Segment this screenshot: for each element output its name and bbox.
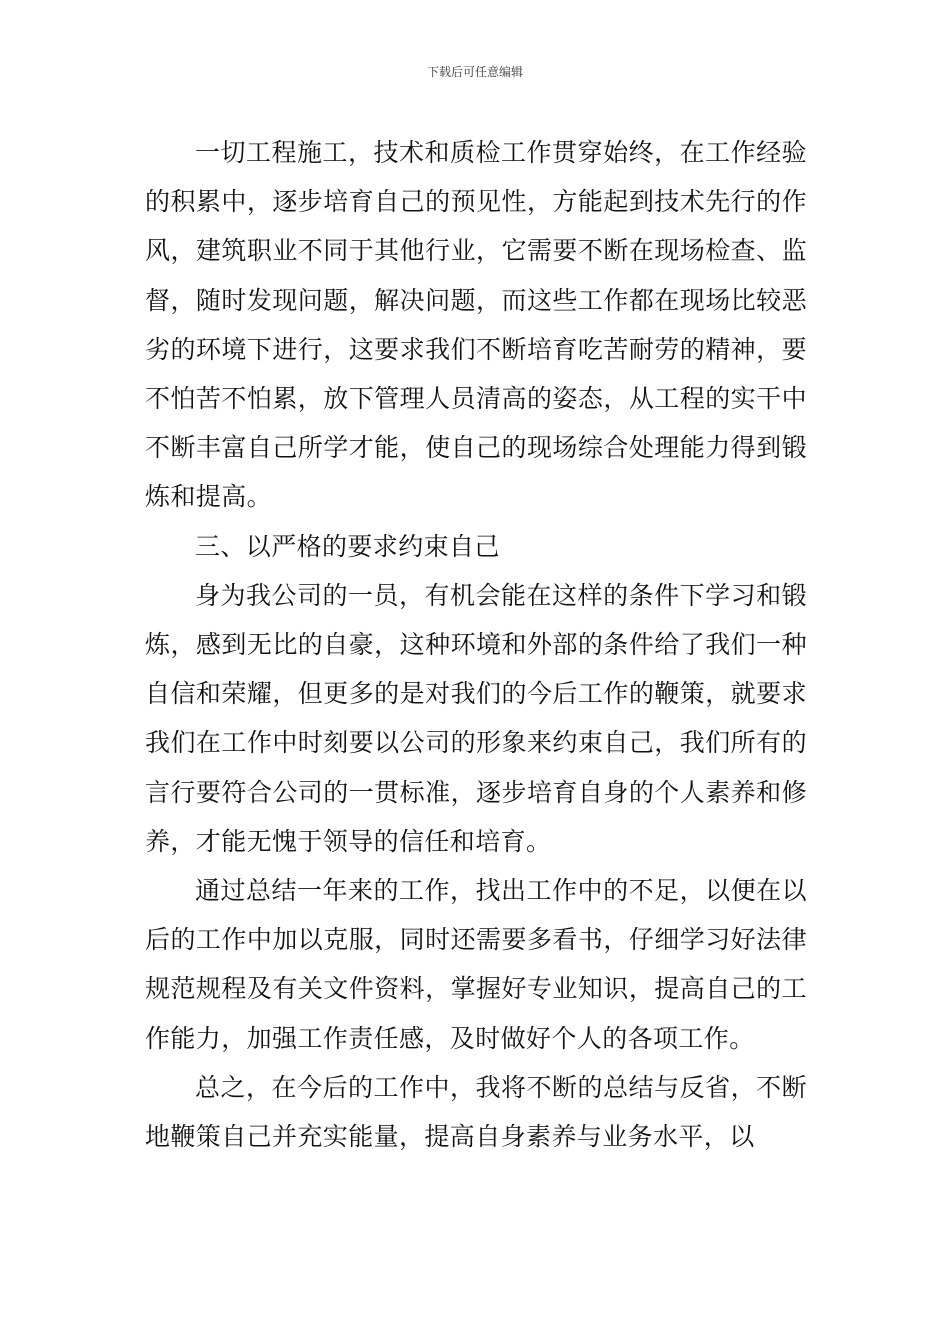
paragraph-site-work: 一切工程施工，技术和质检工作贯穿始终，在工作经验的积累中，逐步培育自己的预见性，方能起到技术先行的作风，建筑职业不同于其他行业，它需要不断在现场检查、监督，随时发现问题，解决问题，而这些工作都在现场比较恶劣的环境下进行，这要求我们不断培育吃苦耐劳的精神，要不怕苦不怕累，放下管理人员清高的姿态，从工程的实干中不断丰富自己所学才能，使自己的现场综合处理能力得到锻炼和提高。: [145, 138, 807, 512]
page-header-note: 下载后可任意编辑: [426, 65, 523, 79]
section-heading-strict-requirements: 三、以严格的要求约束自己: [195, 531, 500, 561]
paragraph-year-summary: 通过总结一年来的工作，找出工作中的不足，以便在以后的工作中加以克服，同时还需要多看书，仔细学习好法律规范规程及有关文件资料，掌握好专业知识，提高自己的工作能力，加强工作责任感，及时做好个人的各项工作。: [145, 876, 807, 1053]
paragraph-company-member: 身为我公司的一员，有机会能在这样的条件下学习和锻炼，感到无比的自豪，这种环境和外部的条件给了我们一种自信和荣耀，但更多的是对我们的今后工作的鞭策，就要求我们在工作中时刻要以公司的形象来约束自己，我们所有的言行要符合公司的一贯标准，逐步培育自身的个人素养和修养，才能无愧于领导的信任和培育。: [145, 580, 807, 856]
paragraph-conclusion: 总之，在今后的工作中，我将不断的总结与反省，不断地鞭策自己并充实能量，提高自身素养与业务水平，以: [145, 1072, 807, 1152]
document-body: [145, 128, 807, 1161]
